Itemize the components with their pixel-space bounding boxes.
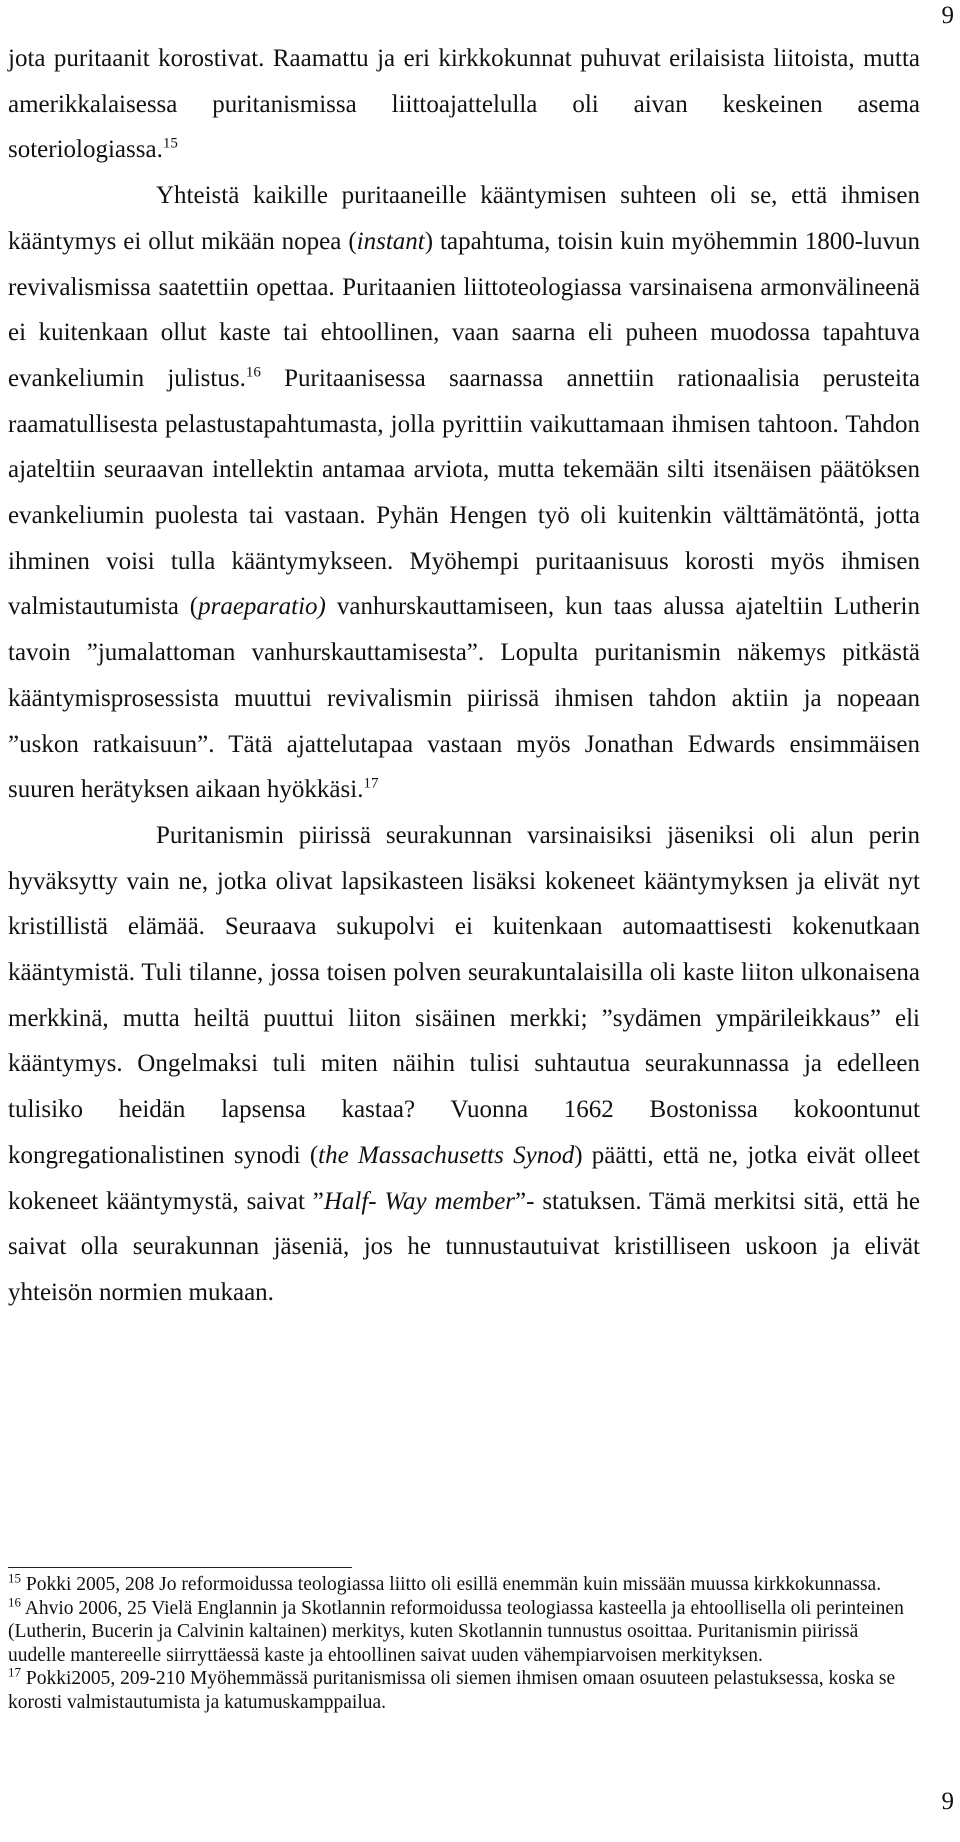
body-text [8,36,920,1316]
text-run: Puritanismin piirissä seurakunnan varsinaisiksi jäseniksi oli alun perin hyväksytty vain ne, jotka olivat lapsikasteen lisäksi kokeneet kääntymyksen ja elivät nyt kristillistä elämää. Seuraava sukupolvi ei kuitenkaan automaattisesti kokenutkaan kääntymistä. Tuli tilanne, jossa toisen polven seurakuntalaisilla oli kaste liiton ulkonaisena merkkinä, mutta heiltä puuttui liiton sisäinen merkki; ”sydämen ympärileikkaus” eli kääntymys. Ongelmaksi tuli miten näihin tulisi suhtautua seurakunnassa ja edelleen tulisiko heidän lapsensa kastaa? Vuonna 1662 Bostonissa kokoontunut kongregationalistinen synodi ( [8,821,920,1169]
text-run: Yhteistä kaikille puritaaneille kääntymisen suhteen oli se, että ihmisen kääntymys ei ollut mikään nopea ( [8,182,920,255]
footnote-ref: 15 [162,136,178,153]
text-run: ”- statuksen. Tämä merkitsi sitä, että he saivat olla seurakunnan jäseniä, jos he tunnustautuivat kristilliseen uskoon ja elivät yhteisön normien mukaan. [8,1187,920,1306]
italic-text: the Massachusetts Synod [318,1141,575,1169]
footnote-number: 15 [8,1570,21,1586]
text-run: ) päätti, että ne, jotka eivät olleet kokeneet kääntymystä, saivat ” [8,1141,920,1215]
footnotes [8,1570,920,1715]
footnote-separator [8,1567,352,1568]
footnote-number: 17 [8,1664,21,1680]
footnote-text: Pokki2005, 209-210 Myöhemmässä puritanismissa oli siemen ihmisen omaan osuuteen pelastuksessa, koska se korosti valmistautumista ja katumuskamppailua. [8,1668,896,1713]
footnote-text: Ahvio 2006, 25 Vielä Englannin ja Skotlannin reformoidussa teologiassa kasteella ja ehtoollisella oli perinteinen (Lutherin, Bucerin ja Calvinin kaltainen) merkitys, kuten Skotlannin tunnustus osoittaa. Puritanismin piirissä uudelle mantereelle siirryttäessä kaste ja ehtoollinen saivat uuden vähempiarvoisen merkityksen. [8,1597,904,1666]
paragraph [8,173,920,813]
footnote [8,1570,920,1597]
text-run: ) tapahtuma, toisin kuin myöhemmin 1800-luvun revivalismissa saatettiin opettaa. Puritaanien liittoteologiassa varsinaisena armonvälineenä ei kuitenkaan ollut kaste tai ehtoollinen, vaan saarna eli puheen muodossa tapahtuva evankeliumin julistus. [8,227,920,392]
paragraph [8,813,920,1316]
footnote-text: Pokki 2005, 208 Jo reformoidussa teologiassa liitto oli esillä enemmän kuin missään muussa kirkkokunnassa. [21,1574,882,1595]
footnote-ref: 16 [245,364,261,381]
italic-text: instant [356,227,425,255]
footnote-ref: 17 [363,775,379,792]
text-run: jota puritaanit korostivat. Raamattu ja eri kirkkokunnat puhuvat erilaisista liitoista, mutta amerikkalaisessa puritanismissa liittoajattelulla oli aivan keskeinen asema soteriologiassa. [8,45,920,164]
italic-text: Half- Way member [323,1187,516,1215]
footnote [8,1664,920,1714]
footnote [8,1594,920,1668]
footnote-number: 16 [8,1594,21,1610]
paragraph [8,36,920,173]
page-number-top: 9 [941,2,954,29]
italic-text: praeparatio) [198,593,326,621]
text-run: Puritaanisessa saarnassa annettiin rationaalisia perusteita raamatullisesta pelastustapahtumasta, jolla pyrittiin vaikuttamaan ihmisen tahtoon. Tahdon ajateltiin seuraavan intellektin antamaa arviota, mutta tekemään silti itsenäisen päätöksen evankeliumin puolesta tai vastaan. Pyhän Hengen työ oli kuitenkin välttämätöntä, jotta ihminen voisi tulla kääntymykseen. Myöhempi puritaanisuus korosti myös ihmisen valmistautumista ( [8,364,920,621]
page-number-bottom: 9 [941,1788,954,1815]
text-run: vanhurskauttamiseen, kun taas alussa ajateltiin Lutherin tavoin ”jumalattoman vanhurskauttamisesta”. Lopulta puritanismin näkemys pitkästä kääntymisprosessista muuttui revivalismin piirissä ihmisen tahdon aktiin ja nopeaan ”uskon ratkaisuun”. Tätä ajattelutapaa vastaan myös Jonathan Edwards ensimmäisen suuren herätyksen aikaan hyökkäsi. [8,593,920,804]
